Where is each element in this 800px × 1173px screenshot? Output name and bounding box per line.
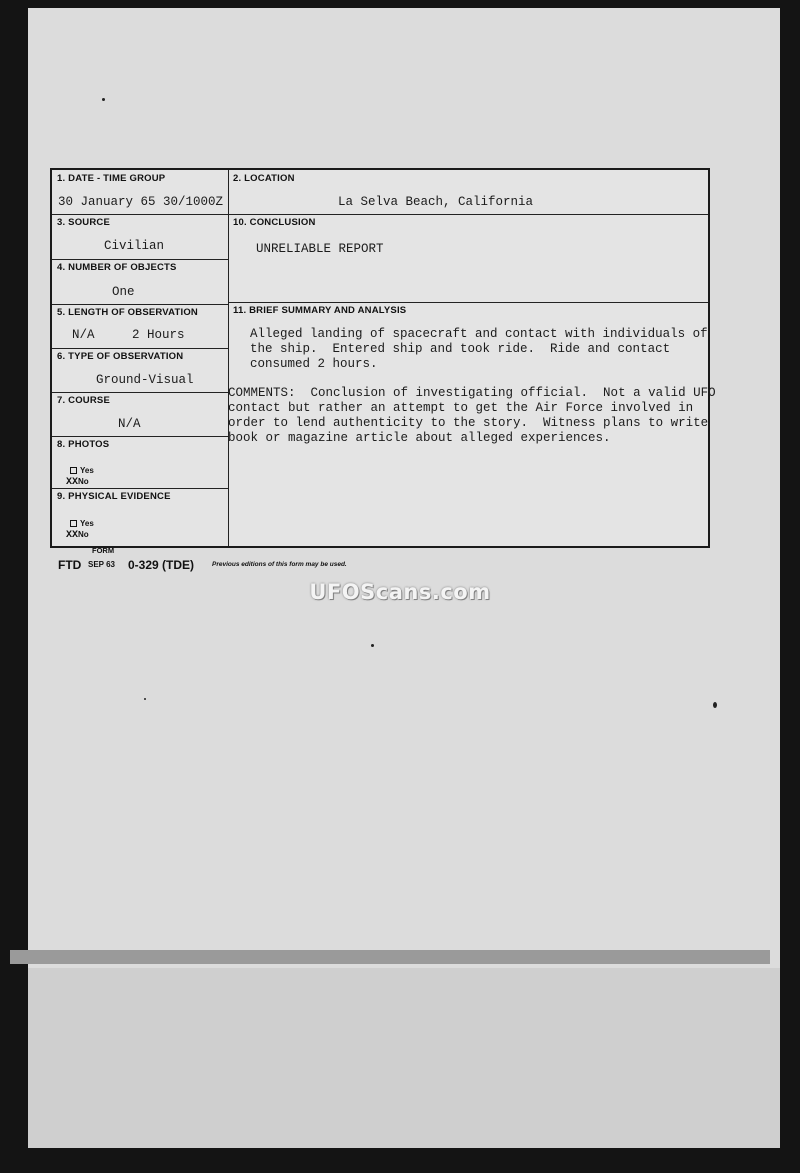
physical-evidence-yes-option [70, 519, 94, 528]
location-label: 2. LOCATION [233, 173, 295, 184]
date-time-group-value: 30 January 65 30/1000Z [58, 195, 224, 209]
photos-no-text: No [78, 477, 89, 486]
conclusion-value: UNRELIABLE REPORT [256, 242, 384, 256]
length-of-observation-label: 5. LENGTH OF OBSERVATION [57, 307, 198, 318]
physical-evidence-cell [52, 488, 228, 546]
type-of-observation-cell [52, 348, 228, 392]
source-value: Civilian [104, 239, 165, 253]
lower-sheet [28, 968, 780, 1148]
footer-date: SEP 63 [88, 560, 115, 569]
conclusion-label: 10. CONCLUSION [233, 217, 316, 228]
length-of-observation-value: N/A 2 Hours [72, 328, 185, 342]
number-of-objects-label: 4. NUMBER OF OBJECTS [57, 262, 177, 273]
length-of-observation-cell [52, 304, 228, 348]
photos-yes-option [70, 466, 94, 475]
comments-paragraph: COMMENTS: Conclusion of investigating official. Not a valid UFO contact but rather an attempt to get the Air Force involved in order to lend authenticity to the story. Witness plans to write book or magazine article about alleged experiences. [228, 386, 716, 445]
summary-cell [228, 302, 716, 546]
type-of-observation-label: 6. TYPE OF OBSERVATION [57, 351, 184, 362]
photos-yes-text: Yes [80, 466, 94, 475]
footer-ftd: FTD [58, 558, 82, 572]
location-cell [228, 170, 708, 214]
source-cell [52, 214, 228, 259]
course-cell [52, 392, 228, 436]
scan-speck [144, 698, 146, 700]
watermark-text: UFOScans.com [309, 580, 491, 604]
footer-note: Previous editions of this form may be used. [212, 561, 347, 568]
conclusion-cell [228, 214, 708, 302]
photos-label: 8. PHOTOS [57, 439, 110, 450]
physical-evidence-yes-checkbox [70, 520, 77, 527]
photos-no-option [66, 477, 89, 488]
date-time-group-label: 1. DATE - TIME GROUP [57, 173, 166, 184]
scan-speck [102, 98, 105, 101]
type-of-observation-value: Ground-Visual [96, 373, 194, 387]
photos-no-mark: XX [66, 477, 79, 488]
project-record-card [50, 168, 716, 548]
location-value: La Selva Beach, California [338, 195, 534, 209]
page-edge-shadow [10, 950, 770, 964]
summary-label: 11. BRIEF SUMMARY AND ANALYSIS [233, 305, 407, 316]
course-label: 7. COURSE [57, 395, 111, 406]
date-time-group-cell [52, 170, 228, 214]
photos-cell [52, 436, 228, 488]
physical-evidence-no-text: No [78, 530, 89, 539]
scan-speck [371, 644, 374, 647]
physical-evidence-label: 9. PHYSICAL EVIDENCE [57, 491, 171, 502]
number-of-objects-value: One [112, 285, 135, 299]
footer-form-word: FORM [92, 546, 115, 555]
footer-form-number: 0-329 (TDE) [128, 558, 195, 572]
source-label: 3. SOURCE [57, 217, 111, 228]
photos-yes-checkbox [70, 467, 77, 474]
number-of-objects-cell [52, 259, 228, 304]
course-value: N/A [118, 417, 141, 431]
scan-speck [713, 702, 717, 708]
summary-paragraph: Alleged landing of spacecraft and contact with individuals of the ship. Entered ship and took ride. Ride and contact consumed 2 hours. [250, 327, 708, 371]
document-page [28, 8, 780, 1148]
physical-evidence-yes-text: Yes [80, 519, 94, 528]
physical-evidence-no-option [66, 530, 89, 541]
physical-evidence-no-mark: XX [66, 530, 79, 541]
